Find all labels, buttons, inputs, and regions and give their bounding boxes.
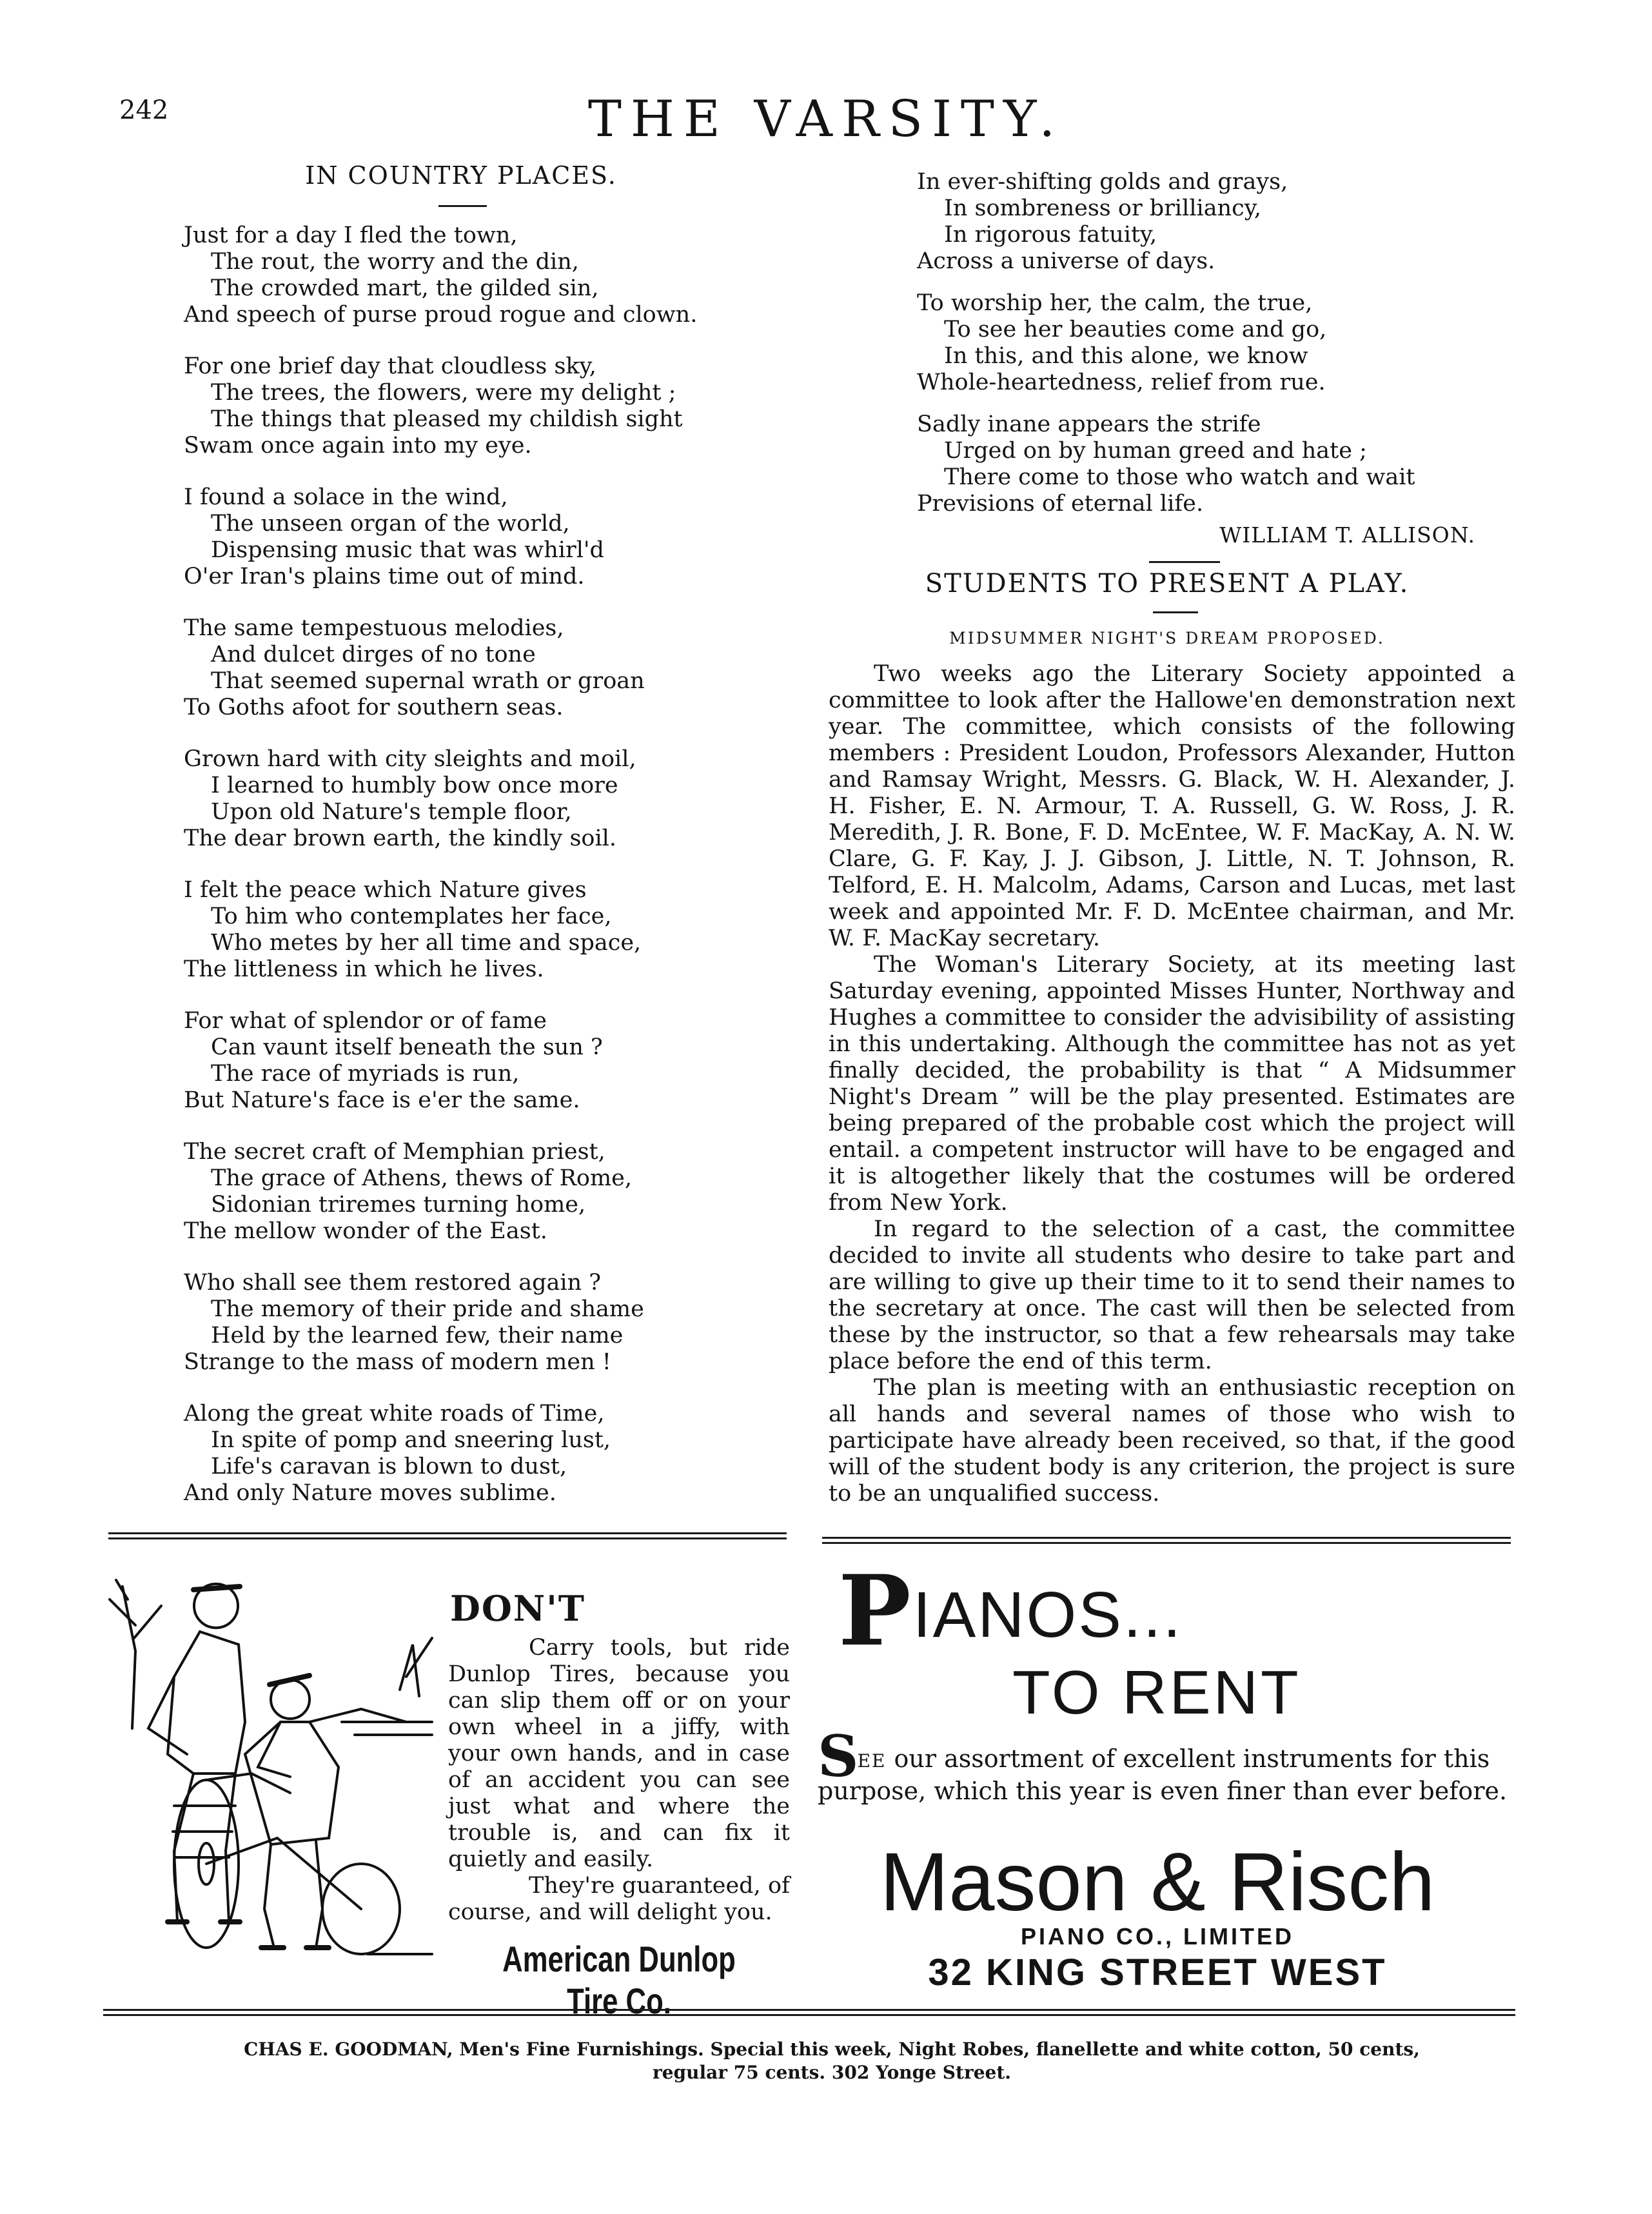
dunlop-body-text: Carry tools, but ride Dunlop Tires, because you can slip them off or on your own wheel in a jiffy, with your own hands, and in case of an accident you can see just what and where the trouble is, and can fix it quietly and easily.: [448, 1635, 790, 1872]
poem-line: Held by the learned few, their name: [211, 1323, 624, 1349]
poem-line: And dulcet dirges of no tone: [211, 642, 536, 667]
poem-line: In this, and this alone, we know: [944, 343, 1308, 369]
stanza: [184, 353, 764, 459]
mason-risch-name: Mason & Risch: [880, 1836, 1435, 1928]
stanza: [184, 1139, 764, 1245]
stanza: [184, 1008, 764, 1114]
poem-line: And only Nature moves sublime.: [184, 1480, 556, 1506]
column-rule-right: [822, 1537, 1511, 1544]
poem-line: For what of splendor or of fame: [184, 1008, 547, 1034]
poem-line: The same tempestuous melodies,: [184, 615, 564, 641]
poem-line: The things that pleased my childish sight: [211, 406, 683, 432]
stanza: [184, 1270, 764, 1376]
cyclists-illustration: [97, 1561, 438, 1961]
masthead: THE VARSITY.: [587, 90, 1065, 148]
piano-co-line: PIANO CO., LIMITED: [1020, 1923, 1294, 1950]
article-body: [829, 661, 1515, 1507]
poem-line: The unseen organ of the world,: [211, 511, 570, 537]
poem-line: Swam once again into my eye.: [184, 433, 532, 459]
stanza: [917, 169, 1497, 275]
poem-line: The trees, the flowers, were my delight ;: [211, 380, 676, 406]
poem-line: To see her beauties come and go,: [944, 317, 1327, 342]
piano-address: 32 KING STREET WEST: [928, 1952, 1387, 1993]
poem-author: WILLIAM T. ALLISON.: [1219, 522, 1475, 548]
stanza: [184, 877, 764, 983]
dunlop-company: American Dunlop Tire Co.: [502, 1939, 736, 2021]
poem-line: Who metes by her all time and space,: [211, 930, 642, 956]
dunlop-body: [448, 1635, 790, 1926]
poem-line: In rigorous fatuity,: [944, 222, 1157, 248]
stanza: [184, 615, 764, 721]
poem-line: The secret craft of Memphian priest,: [184, 1139, 605, 1165]
poem-right: [917, 169, 1497, 533]
article-paragraph: The Woman's Literary Society, at its meeting last Saturday evening, appointed Misses Hunter, Northway and Hughes a committee to consider the advisibility of assisting in this undertaking. Although the committee has not as yet finally decided, the probability is that “ A Midsummer Night's Dream ” will be the play presented. Estimates are being prepared of the probable cost which the project will entail. a competent instructor will have to be engaged and it is altogether likely that the costumes will be ordered from New York.: [829, 952, 1515, 1216]
pianos-body: [818, 1723, 1514, 1806]
article-paragraph: In regard to the selection of a cast, the committee decided to invite all students who desire to take part and are willing to give up their time to it to send their names to the secretary at once. The cast will then be selected from these by the instructor, so that a few rehearsals may take place before the end of this term.: [829, 1216, 1515, 1374]
dunlop-heading: DON'T: [450, 1588, 585, 1629]
poem-line: To Goths afoot for southern seas.: [184, 695, 564, 720]
poem-line: The race of myriads is run,: [211, 1061, 520, 1087]
poem-line: Sidonian triremes turning home,: [211, 1192, 586, 1218]
column-rule-left: [108, 1532, 787, 1539]
author-divider: [1149, 561, 1220, 563]
stanza: [917, 290, 1497, 396]
poem-line: There come to those who watch and wait: [944, 464, 1415, 490]
poem-line: Just for a day I fled the town,: [184, 222, 518, 248]
footer-rule: [103, 2009, 1515, 2016]
poem-line: Previsions of eternal life.: [917, 491, 1204, 517]
poem-line: To worship her, the calm, the true,: [917, 290, 1313, 316]
poem-left: [184, 222, 764, 1532]
poem-title: IN COUNTRY PLACES.: [305, 161, 617, 190]
poem-line: And speech of purse proud rogue and clown.: [184, 302, 698, 328]
article-title: STUDENTS TO PRESENT A PLAY.: [925, 569, 1410, 598]
article-divider: [1153, 611, 1198, 613]
to-rent-heading: TO RENT: [1012, 1658, 1301, 1727]
dunlop-body-text-2: They're guaranteed, of course, and will delight you.: [448, 1873, 790, 1925]
article-paragraph: Two weeks ago the Literary Society appointed a committee to look after the Hallowe'en demonstration next year. The committee, which consists of the following members : President Loudon, Professors Alexander, Hutton and Ramsay Wright, Messrs. G. Black, W. H. Alexander, J. H. Fisher, E. N. Armour, T. A. Russell, G. W. Ross, J. R. Meredith, J. R. Bone, F. D. McEntee, W. F. MacKay, A. N. W. Clare, G. F. Kay, J. J. Gibson, J. Little, N. T. Johnson, R. Telford, E. H. Malcolm, Adams, Carson and Lucas, met last week and appointed Mr. F. D. McEntee chairman, and Mr. W. F. MacKay secretary.: [829, 661, 1515, 951]
poem-line: That seemed supernal wrath or groan: [211, 668, 645, 694]
poem-line: For one brief day that cloudless sky,: [184, 353, 596, 379]
poem-line: To him who contemplates her face,: [211, 904, 612, 929]
poem-line: The mellow wonder of the East.: [184, 1218, 547, 1244]
poem-line: I found a solace in the wind,: [184, 484, 508, 510]
pianos-initial: P: [838, 1554, 913, 1668]
stanza: [917, 411, 1497, 517]
article-subtitle: MIDSUMMER NIGHT'S DREAM PROPOSED.: [949, 629, 1385, 647]
poem-line: Urged on by human greed and hate ;: [944, 438, 1367, 464]
poem-line: But Nature's face is e'er the same.: [184, 1087, 580, 1113]
poem-line: O'er Iran's plains time out of mind.: [184, 564, 585, 589]
poem-line: In sombreness or brilliancy,: [944, 195, 1261, 221]
pianos-body-text: our assortment of excellent instruments for this purpose, which this year is even finer than ever before.: [818, 1745, 1508, 1805]
poem-line: I felt the peace which Nature gives: [184, 877, 587, 903]
poem-line: The memory of their pride and shame: [211, 1296, 644, 1322]
poem-line: Sadly inane appears the strife: [917, 411, 1261, 437]
poem-line: Grown hard with city sleights and moil,: [184, 746, 636, 772]
poem-line: Whole-heartedness, relief from rue.: [917, 370, 1326, 395]
pianos-body-smallcaps: EE: [857, 1750, 887, 1772]
poem-line: I learned to humbly bow once more: [211, 773, 618, 798]
poem-line: Upon old Nature's temple floor,: [211, 799, 572, 825]
stanza: [184, 1401, 764, 1507]
pianos-body-initial: S: [818, 1723, 858, 1790]
poem-line: Along the great white roads of Time,: [184, 1401, 605, 1427]
poem-line: Can vaunt itself beneath the sun ?: [211, 1034, 603, 1060]
poem-line: Across a universe of days.: [917, 248, 1215, 274]
pianos-heading: [838, 1554, 1183, 1668]
poem-line: The dear brown earth, the kindly soil.: [184, 825, 616, 851]
goodman-notice-line-2: regular 75 cents. 302 Yonge Street.: [652, 2062, 1012, 2083]
poem-line: The grace of Athens, thews of Rome,: [211, 1165, 633, 1191]
page-number: 242: [119, 95, 169, 125]
title-divider: [438, 205, 487, 207]
article-paragraph: The plan is meeting with an enthusiastic reception on all hands and several names of those who wish to participate have already been received, so that, if the good will of the student body is any criterion, the project is sure to be an unqualified success.: [829, 1375, 1515, 1507]
poem-line: Strange to the mass of modern men !: [184, 1349, 611, 1375]
stanza: [184, 746, 764, 852]
poem-line: In ever-shifting golds and grays,: [917, 169, 1288, 195]
poem-line: Who shall see them restored again ?: [184, 1270, 602, 1296]
stanza: [184, 222, 764, 328]
stanza: [184, 484, 764, 590]
pianos-heading-rest: IANOS...: [912, 1579, 1183, 1651]
goodman-notice: [97, 2038, 1567, 2084]
poem-line: Life's caravan is blown to dust,: [211, 1454, 567, 1479]
poem-line: The crowded mart, the gilded sin,: [211, 275, 599, 301]
poem-line: In spite of pomp and sneering lust,: [211, 1427, 611, 1453]
poem-line: The littleness in which he lives.: [184, 956, 544, 982]
poem-line: The rout, the worry and the din,: [211, 249, 579, 275]
poem-line: Dispensing music that was whirl'd: [211, 537, 604, 563]
goodman-notice-line-1: CHAS E. GOODMAN, Men's Fine Furnishings. Special this week, Night Robes, flanellette and white cotton, 50 cents,: [244, 2039, 1420, 2060]
